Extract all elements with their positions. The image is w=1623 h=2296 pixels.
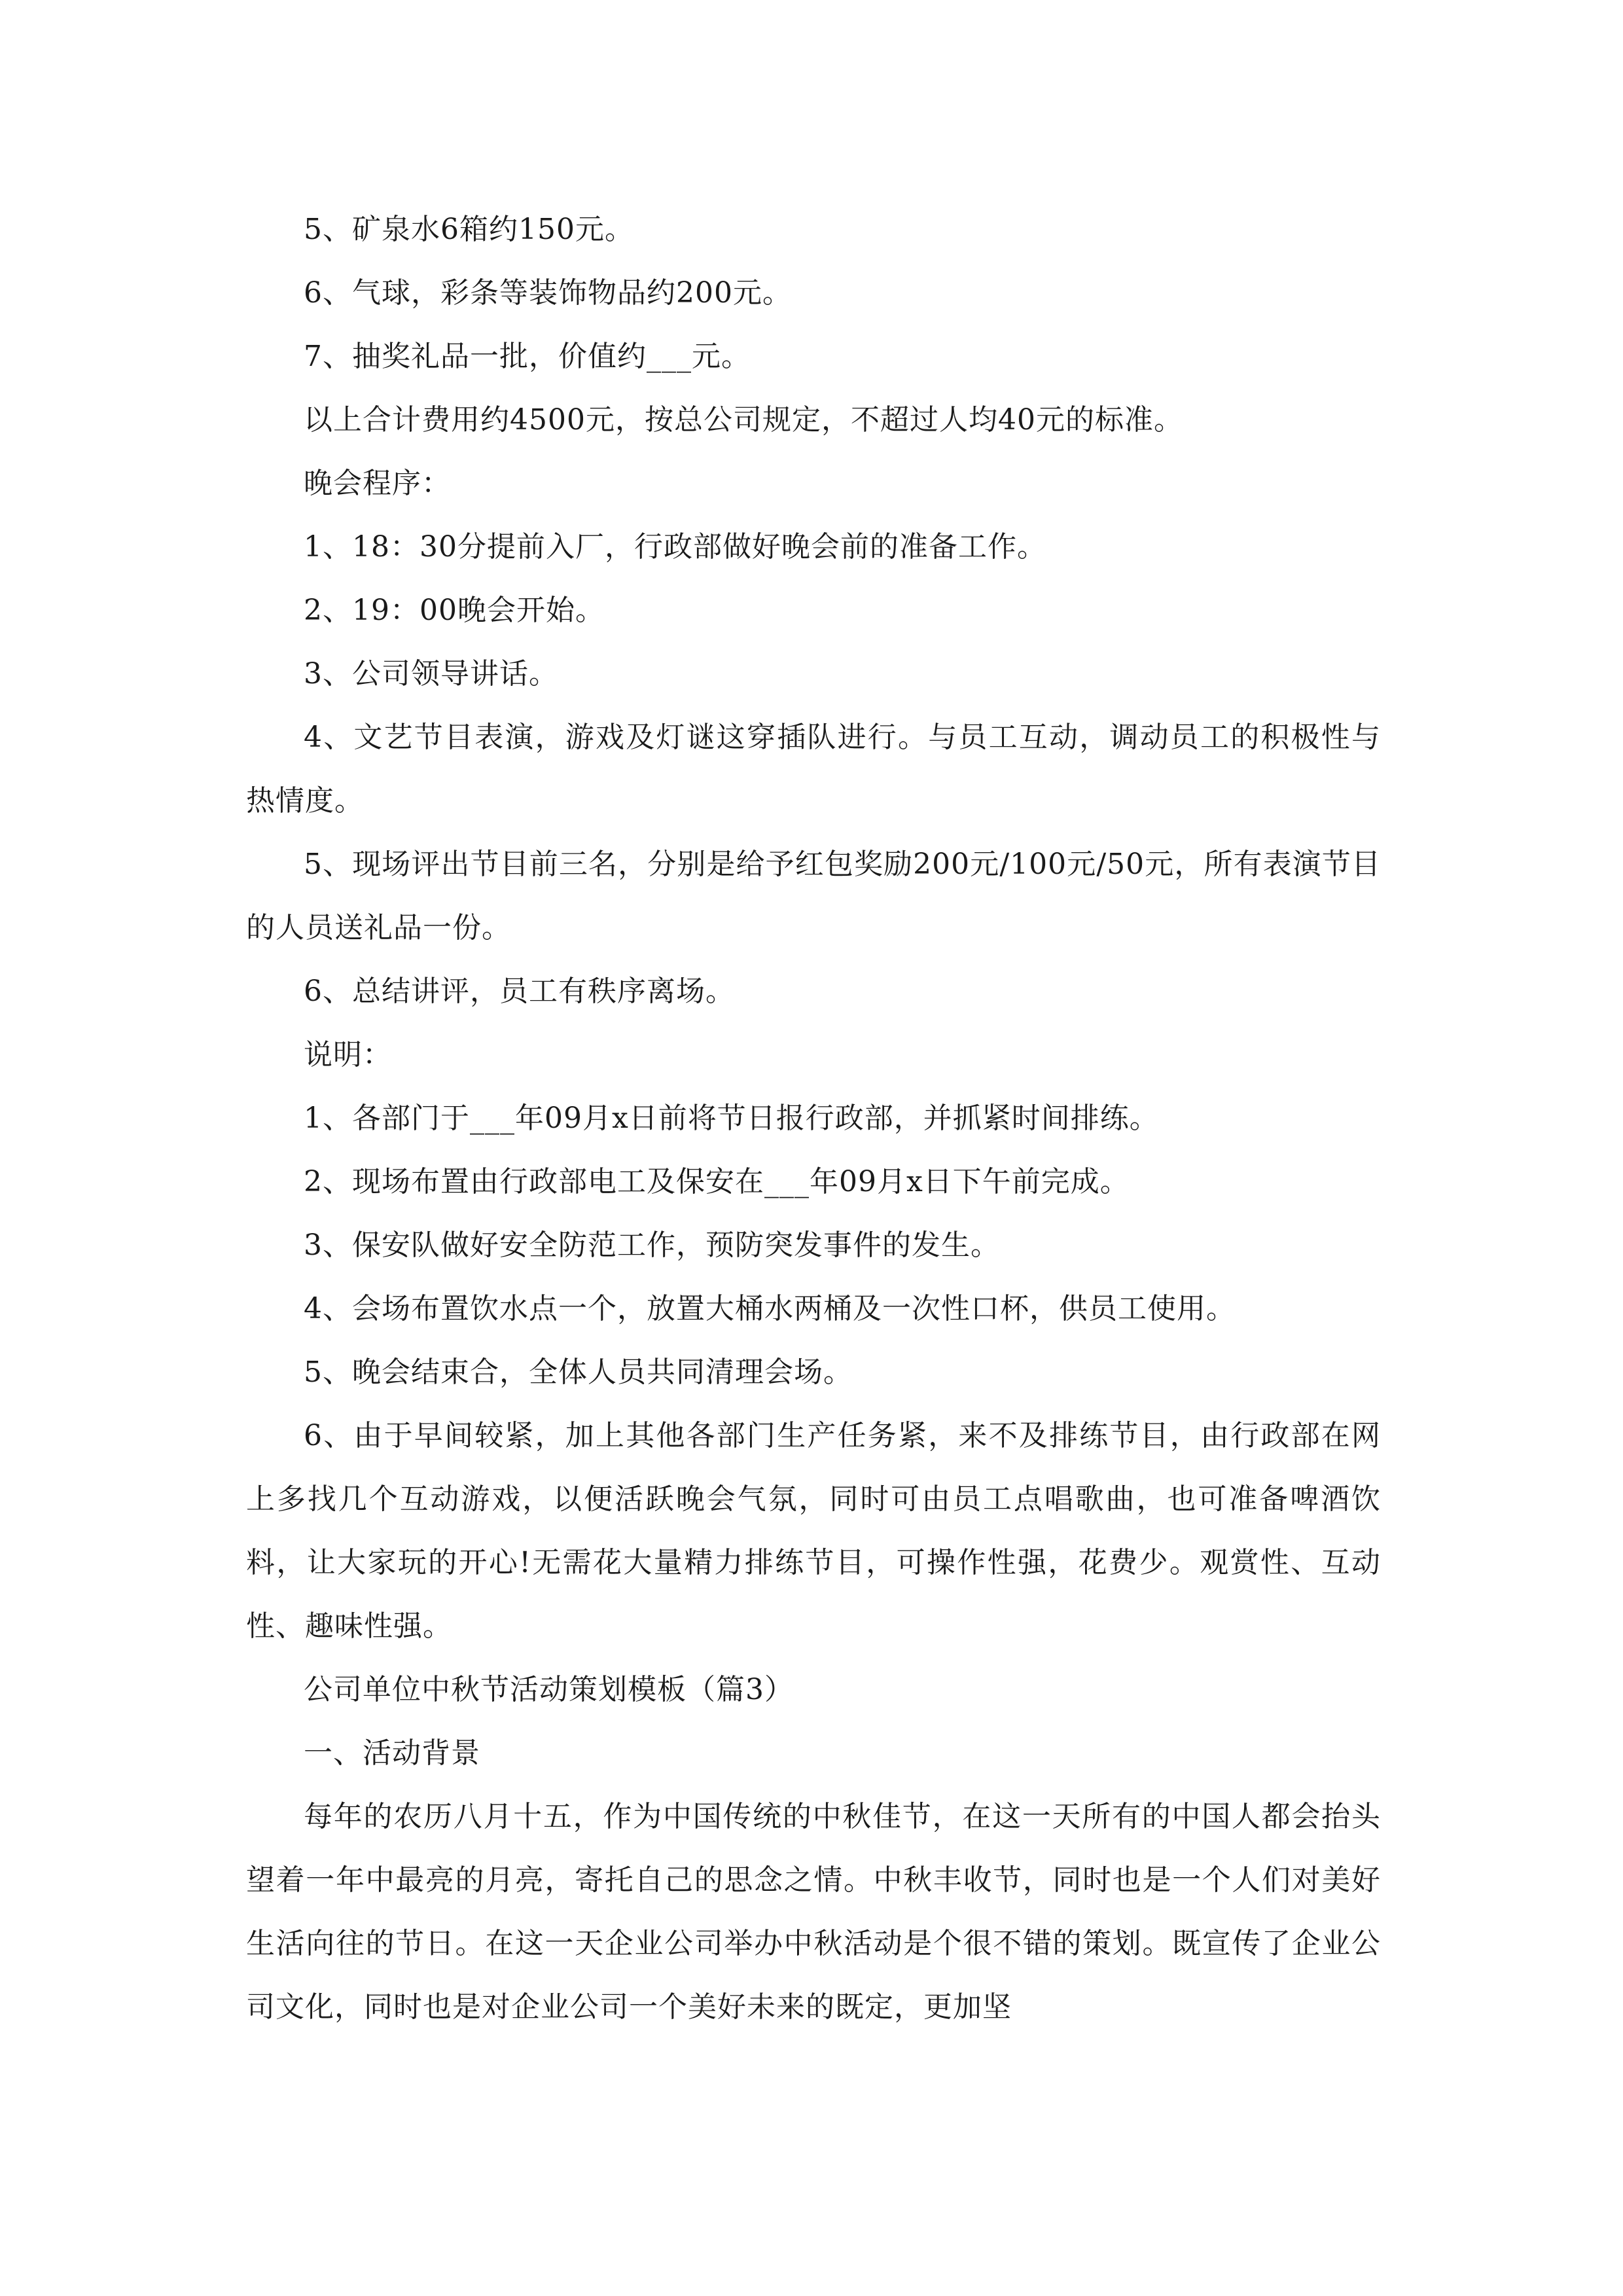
paragraph: 5、现场评出节目前三名，分别是给予红包奖励200元/100元/50元，所有表演节目的人员送礼品一份。 [246, 848, 1381, 944]
paragraph: 7、抽奖礼品一批，价值约___元。 [304, 340, 751, 373]
paragraph: 每年的农历八月十五，作为中国传统的中秋佳节，在这一天所有的中国人都会抬头望着一年中最亮的月亮，寄托自己的思念之情。中秋丰收节，同时也是一个人们对美好生活向往的节日。在这一天企业公司举办中秋活动是个很不错的策划。既宣传了企业公司文化，同时也是对企业公司一个美好未来的既定，更加坚 [246, 1800, 1381, 2024]
section-label: 晚会程序： [304, 467, 451, 500]
paragraph: 2、19：00晚会开始。 [304, 594, 605, 627]
section-title: 公司单位中秋节活动策划模板（篇3） [304, 1673, 794, 1706]
paragraph: 6、气球，彩条等装饰物品约200元。 [304, 276, 792, 310]
paragraph: 4、会场布置饮水点一个，放置大桶水两桶及一次性口杯，供员工使用。 [304, 1292, 1236, 1325]
paragraph: 6、总结讲评，员工有秩序离场。 [304, 975, 735, 1008]
paragraph: 6、由于早间较紧，加上其他各部门生产任务紧，来不及排练节目，由行政部在网上多找几个互动游戏，以便活跃晚会气氛，同时可由员工点唱歌曲，也可准备啤酒饮料，让大家玩的开心!无需花大量精力排练节目，可操作性强，花费少。观赏性、互动性、趣味性强。 [246, 1419, 1381, 1643]
paragraph: 1、各部门于___年09月x日前将节日报行政部，并抓紧时间排练。 [304, 1102, 1159, 1135]
paragraph: 2、现场布置由行政部电工及保安在___年09月x日下午前完成。 [304, 1165, 1130, 1198]
paragraph: 1、18：30分提前入厂，行政部做好晚会前的准备工作。 [304, 530, 1046, 564]
paragraph: 4、文艺节目表演，游戏及灯谜这穿插队进行。与员工互动，调动员工的积极性与热情度。 [246, 721, 1381, 817]
section-heading: 一、活动背景 [304, 1736, 480, 1770]
section-label: 说明： [304, 1038, 392, 1071]
paragraph: 3、保安队做好安全防范工作，预防突发事件的发生。 [304, 1229, 1000, 1262]
document-body [246, 198, 1381, 2039]
paragraph: 以上合计费用约4500元，按总公司规定，不超过人均40元的标准。 [304, 403, 1183, 437]
paragraph: 3、公司领导讲话。 [304, 657, 558, 691]
paragraph: 5、矿泉水6箱约150元。 [304, 213, 634, 246]
paragraph: 5、晚会结束合，全体人员共同清理会场。 [304, 1355, 853, 1389]
